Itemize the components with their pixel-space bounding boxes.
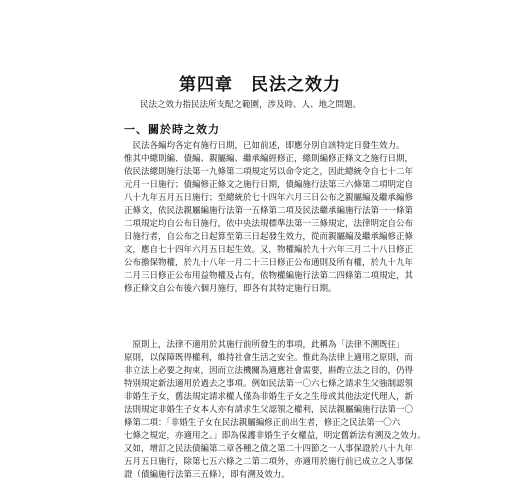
paragraph-line: 原則上，法律不適用於其施行前所發生的事項，此稱為「法律不溯既往」 [124, 340, 405, 350]
paragraph-line: 八十九年五月五日施行；至總統於七十四年六月三日公布之親屬編及繼承編修 [124, 193, 414, 203]
paragraph-line: 元月一日施行；債編修正條文之施行日期，債編施行法第三六條第二項明定自 [124, 180, 414, 190]
paragraph-2 [124, 339, 481, 482]
paragraph-line: 五月五日施行，除第七五六條之二第二項外，亦適用於施行前已成立之人事保 [124, 457, 414, 467]
paragraph-line: 證（債編施行法第三五條），即有溯及效力。 [124, 470, 290, 480]
paragraph-line: 條第二項：「非婚生子女在民法親屬編修正前出生者，修正之民法第一〇六 [124, 418, 401, 428]
paragraph-line: 惟其中總則編、債編、親屬編、繼承編經修正，總則編修正條文之施行日期， [124, 154, 414, 164]
paragraph-line: 日施行者，自公布之日起算至第三日起發生效力，從而親屬編及繼承編修正條 [124, 232, 414, 242]
paragraph-1 [124, 140, 481, 296]
paragraph-line: 非立法上必要之拘束，因而立法機關為適應社會需要，斟酌立法之目的，仍得 [124, 366, 414, 376]
paragraph-line: 文，應自七十四年六月五日起生效。又，物權編於九十六年三月二十八日修正 [124, 245, 414, 255]
paragraph-line: 原則，以保障既得權利，維持社會生活之安全。惟此為法律上適用之原則，而 [124, 353, 414, 363]
paragraph-line: 公布擔保物權，於九十八年一月二十三日修正公布通則及所有權，於九十九年 [124, 258, 414, 268]
paragraph-line: 二項規定均自公布日施行，依中央法規標準法第一三條規定，法律明定自公布 [124, 219, 414, 229]
paragraph-line: 民法各編均各定有施行日期，已如前述，即應分別自該特定日發生效力。 [124, 141, 405, 151]
paragraph-line: 七條之規定，亦適用之。」即為保護非婚生子女權益，明定舊新法有溯及之效力。 [124, 431, 426, 441]
section-heading: 一、關於時之效力 [124, 123, 220, 136]
paragraph-line: 修正條文自公布後六個月施行，即各有其特定施行日期。 [124, 284, 337, 294]
paragraph-line: 正條文，依民法親屬編施行法第一五條第二項及民法繼承編施行法第一一條第 [124, 206, 414, 216]
paragraph-line: 非婚生子女，舊法規定請求權人僅為非婚生子女之生母或其他法定代理人，新 [124, 392, 414, 402]
paragraph-line: 法則規定非婚生子女本人亦有請求生父認領之權利，民法親屬編施行法第一〇 [124, 405, 414, 415]
paragraph-line: 又如，增訂之民法債編第二章各種之債之第二十四節之一人事保證於八十九年 [124, 444, 414, 454]
chapter-title: 第四章 民法之效力 [179, 75, 341, 95]
intro-paragraph: 民法之效力指民法所支配之範圍，涉及時、人、地之問題。 [140, 100, 362, 110]
paragraph-line: 依民法總則施行法第一九條第二項規定另以命令定之，因此總統令自七十二年 [124, 167, 414, 177]
paragraph-line: 特別規定新法適用於過去之事項。例如民法第一〇六七條之請求生父強制認領 [124, 379, 414, 389]
paragraph-line: 二月三日修正公布用益物權及占有，依物權編施行法第二四條第二項規定，其 [124, 271, 414, 281]
